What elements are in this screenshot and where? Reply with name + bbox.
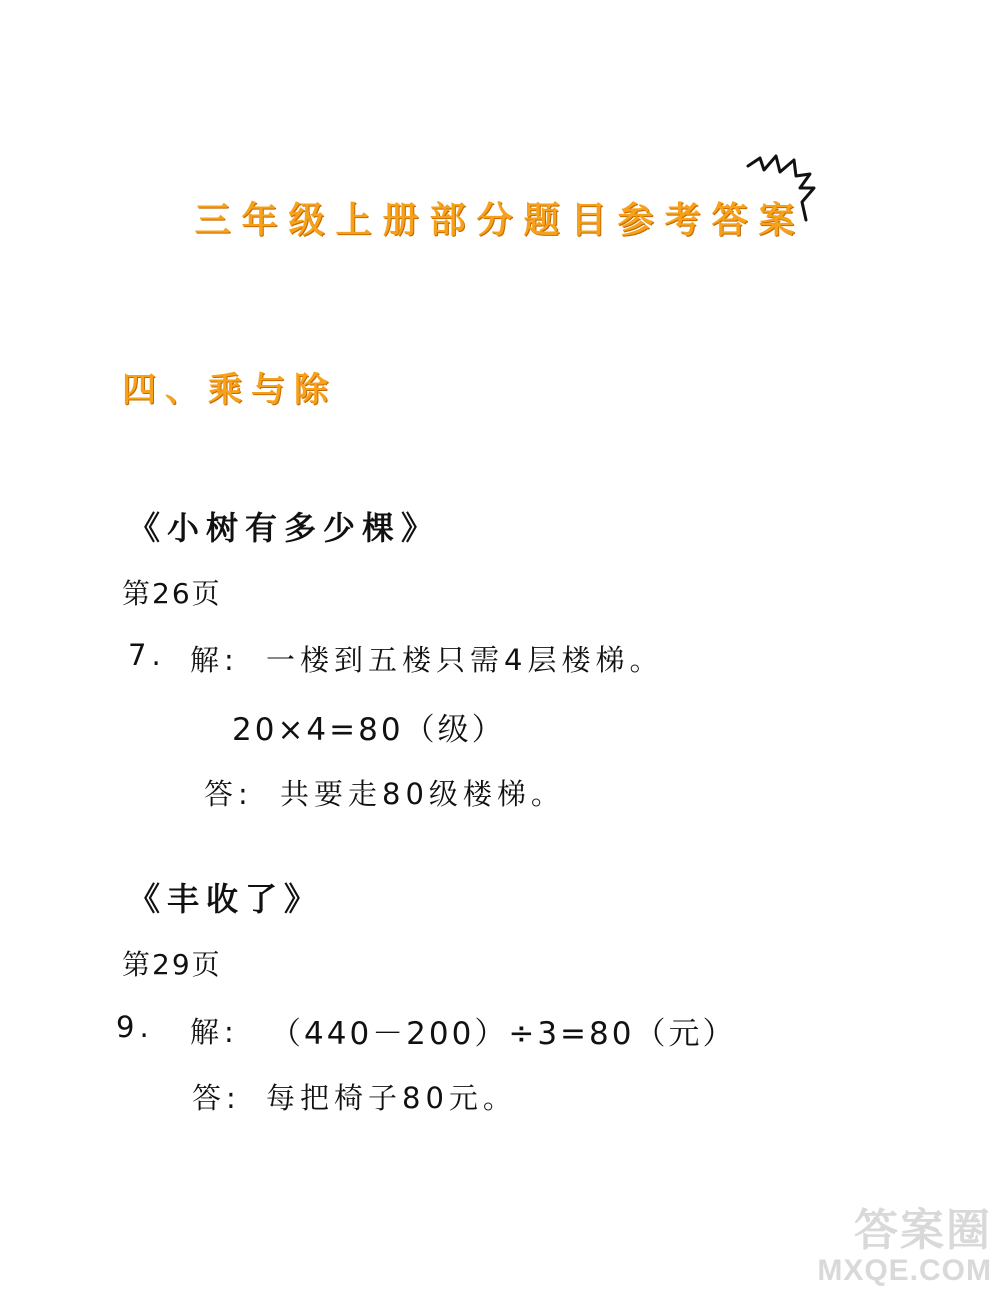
solve-text: 一楼到五楼只需4层楼梯。 xyxy=(266,643,664,677)
problem-number: 7. xyxy=(128,638,166,672)
problem-number: 9. xyxy=(116,1010,154,1044)
page-number: 第26页 xyxy=(122,577,222,610)
answer-text: 共要走80级楼梯。 xyxy=(280,777,565,811)
watermark-logo xyxy=(817,1207,992,1287)
watermark-bottom: MXQE.COM xyxy=(817,1254,992,1287)
lesson-title: 《丰收了》 xyxy=(128,880,324,918)
lesson-title: 《小树有多少棵》 xyxy=(128,509,441,547)
answer-label: 答: xyxy=(192,1081,241,1115)
equation: （440－200）÷3=80（元） xyxy=(270,1016,737,1052)
watermark-top: 答案圈 xyxy=(854,1206,992,1255)
solve-label: 解: xyxy=(190,1015,239,1049)
section-heading: 四、乘与除 xyxy=(122,370,337,410)
page-number: 第29页 xyxy=(122,948,222,981)
equation: 20×4=80（级） xyxy=(232,712,506,748)
page-title: 三年级上册部分题目参考答案 xyxy=(194,200,806,241)
answer-label: 答: xyxy=(204,777,253,811)
solve-label: 解: xyxy=(190,643,239,677)
answer-text: 每把椅子80元。 xyxy=(266,1081,517,1115)
